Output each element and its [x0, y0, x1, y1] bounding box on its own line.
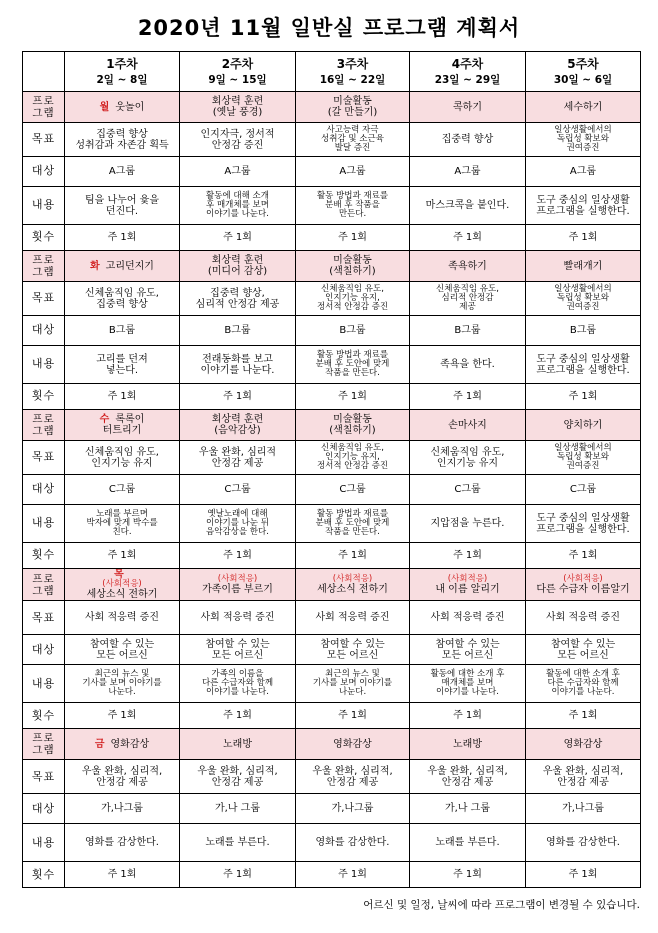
content-cell: 영화를 감상한다. [526, 824, 641, 862]
program-category: (사회적응) [332, 573, 373, 584]
target-cell: 가,나그룹 [65, 794, 180, 824]
content-row [23, 665, 641, 703]
target-cell: 참여할 수 있는 모든 어르신 [296, 635, 410, 665]
program-row-label: 프로 그램 [23, 410, 65, 441]
program-row [23, 92, 641, 123]
count-cell: 주 1회 [296, 543, 410, 569]
weekday-label: 월 [99, 101, 110, 113]
program-name: 영화감상 [563, 738, 603, 750]
program-cell [65, 92, 180, 123]
count-cell: 주 1회 [526, 703, 641, 729]
program-name: 콕하기 [453, 101, 482, 113]
count-row [23, 862, 641, 888]
target-cell: 참여할 수 있는 모든 어르신 [180, 635, 296, 665]
goal-cell: 사회 적응력 증진 [65, 601, 180, 635]
program-cell [410, 569, 526, 601]
content-cell: 도구 중심의 일상생활 프로그램을 실행한다. [526, 505, 641, 543]
goal-row [23, 601, 641, 635]
content-cell: 노래를 부르며 박자에 맞게 박수를 친다. [65, 505, 180, 543]
content-cell: 활동에 대한 소개 후 매개체를 보며 이야기를 나눈다. [410, 665, 526, 703]
program-name: 다른 수급자 이름알기 [536, 583, 630, 595]
content-cell: 노래를 부른다. [180, 824, 296, 862]
program-row-label: 프로 그램 [23, 569, 65, 601]
program-cell [65, 251, 180, 282]
count-cell: 주 1회 [180, 543, 296, 569]
program-category: (사회적응) [447, 573, 488, 584]
content-cell: 족욕을 한다. [410, 346, 526, 384]
count-cell: 주 1회 [65, 225, 180, 251]
content-cell: 영화를 감상한다. [65, 824, 180, 862]
program-cell [526, 410, 641, 441]
count-cell: 주 1회 [65, 862, 180, 888]
content-cell: 활동에 대한 소개 후 다른 수급자와 함께 이야기를 나눈다. [526, 665, 641, 703]
count-cell: 주 1회 [180, 703, 296, 729]
program-cell [410, 92, 526, 123]
target-row-label: 대상 [23, 316, 65, 346]
count-row-label: 횟수 [23, 384, 65, 410]
program-cell [410, 251, 526, 282]
program-category: (사회적응) [102, 579, 142, 589]
goal-cell: 신체움직임 유도, 인지기능 유지, 정서적 안정감 증진 [296, 282, 410, 316]
program-name: 고리던지기 [105, 260, 154, 272]
week-name: 4주차 [451, 57, 484, 72]
goal-cell: 신체움직임 유도, 인지기능 유지 [410, 441, 526, 475]
program-cell [180, 729, 296, 760]
goal-row [23, 282, 641, 316]
week-name: 3주차 [336, 57, 369, 72]
weekday-label: 목 [114, 569, 124, 580]
goal-cell: 사고능력 자극 성취감 및 소근육 발달 증진 [296, 123, 410, 157]
content-row-label: 내용 [23, 346, 65, 384]
count-row-label: 횟수 [23, 543, 65, 569]
target-row [23, 316, 641, 346]
count-row-label: 횟수 [23, 225, 65, 251]
target-cell: A그룹 [65, 157, 180, 187]
goal-cell: 신체움직임 유도, 집중력 향상 [65, 282, 180, 316]
program-name: 회상력 훈련 (미디어 감상) [207, 255, 268, 277]
goal-cell: 우울 완화, 심리적, 안정감 제공 [180, 760, 296, 794]
target-cell: A그룹 [410, 157, 526, 187]
program-name: 빨래개기 [563, 260, 603, 272]
corner-cell [23, 52, 65, 92]
content-row-label: 내용 [23, 187, 65, 225]
target-cell: 가,나 그룹 [410, 794, 526, 824]
goal-cell: 집중력 향상, 심리적 안정감 제공 [180, 282, 296, 316]
program-name: 세상소식 전하기 [317, 583, 388, 595]
content-cell: 활동 방법과 재료를 분배 후 도안에 맞게 작품을 만든다. [296, 346, 410, 384]
program-cell [180, 410, 296, 441]
program-row [23, 251, 641, 282]
content-cell: 가족의 이름을 다른 수급자와 함께 이야기를 나눈다. [180, 665, 296, 703]
target-cell: B그룹 [526, 316, 641, 346]
week-name: 2주차 [221, 57, 254, 72]
goal-cell: 사회 적응력 증진 [180, 601, 296, 635]
target-cell: 가,나 그룹 [180, 794, 296, 824]
content-cell: 활동 방법과 재료를 분배 후 작품을 만든다. [296, 187, 410, 225]
program-category: (사회적응) [217, 573, 258, 584]
program-cell [410, 410, 526, 441]
week-name: 1주차 [106, 57, 138, 72]
goal-cell: 우울 완화, 심리적, 안정감 제공 [65, 760, 180, 794]
program-cell [410, 729, 526, 760]
weekday-label: 화 [90, 260, 100, 272]
content-row-label: 내용 [23, 505, 65, 543]
count-cell: 주 1회 [410, 384, 526, 410]
content-cell: 최근의 뉴스 및 기사를 보며 이야기를 나눈다. [296, 665, 410, 703]
week-header-4 [410, 52, 526, 92]
program-name: 회상력 훈련 (옛날 풍경) [211, 96, 264, 118]
program-cell [180, 569, 296, 601]
content-cell: 고리를 던져 넣는다. [65, 346, 180, 384]
content-cell: 도구 중심의 일상생활 프로그램을 실행한다. [526, 346, 641, 384]
count-row [23, 703, 641, 729]
count-cell: 주 1회 [410, 862, 526, 888]
goal-cell: 일상생활에서의 독립성 확보와 권여증진 [526, 282, 641, 316]
content-cell: 전래동화를 보고 이야기를 나눈다. [180, 346, 296, 384]
goal-row-label: 목표 [23, 282, 65, 316]
target-cell: A그룹 [526, 157, 641, 187]
content-cell: 도구 중심의 일상생활 프로그램을 실행한다. [526, 187, 641, 225]
content-row [23, 505, 641, 543]
program-row [23, 569, 641, 601]
plan-body [23, 92, 641, 888]
goal-cell: 우울 완화, 심리적 안정감 제공 [180, 441, 296, 475]
program-cell [65, 410, 180, 441]
target-row-label: 대상 [23, 157, 65, 187]
goal-row-label: 목표 [23, 760, 65, 794]
content-cell: 옛날노래에 대해 이야기를 나눈 뒤 음악감상을 한다. [180, 505, 296, 543]
count-cell: 주 1회 [410, 543, 526, 569]
content-cell: 최근의 뉴스 및 기사를 보며 이야기를 나눈다. [65, 665, 180, 703]
count-cell: 주 1회 [296, 862, 410, 888]
program-cell [180, 251, 296, 282]
week-name: 5주차 [567, 57, 599, 72]
program-row-label: 프로 그램 [23, 251, 65, 282]
count-cell: 주 1회 [180, 862, 296, 888]
weekday-label: 수 [99, 414, 110, 425]
goal-cell: 신체움직임 유도, 심리적 안정감 제공 [410, 282, 526, 316]
program-cell [526, 569, 641, 601]
program-name: 족욕하기 [448, 260, 487, 272]
program-name: 미술활동 (갈 만들기) [327, 96, 378, 118]
target-cell: 참여할 수 있는 모든 어르신 [526, 635, 641, 665]
week-dates: 9일 ~ 15일 [208, 73, 267, 86]
program-cell [296, 569, 410, 601]
count-cell: 주 1회 [65, 703, 180, 729]
weekday-label: 금 [94, 738, 105, 750]
target-row [23, 794, 641, 824]
program-name: 세상소식 전하기 [86, 589, 158, 601]
program-name: 손마사지 [448, 419, 487, 431]
week-header-2 [180, 52, 296, 92]
goal-row [23, 441, 641, 475]
goal-cell: 우울 완화, 심리적, 안정감 제공 [296, 760, 410, 794]
week-header-row [23, 52, 641, 92]
program-name: 영화감상 [110, 738, 150, 750]
goal-row [23, 760, 641, 794]
count-cell: 주 1회 [410, 225, 526, 251]
program-name: 록록이 터트리기 [102, 414, 145, 436]
content-row [23, 346, 641, 384]
count-cell: 주 1회 [526, 862, 641, 888]
week-dates: 30일 ~ 6일 [553, 73, 613, 86]
target-cell: 가,나그룹 [526, 794, 641, 824]
target-row-label: 대상 [23, 635, 65, 665]
target-cell: B그룹 [296, 316, 410, 346]
content-row-label: 내용 [23, 665, 65, 703]
target-cell: 참여할 수 있는 모든 어르신 [65, 635, 180, 665]
count-cell: 주 1회 [296, 225, 410, 251]
program-row [23, 729, 641, 760]
footer-note: 어르신 및 일정, 날씨에 따라 프로그램이 변경될 수 있습니다. [363, 899, 640, 911]
goal-cell: 집중력 향상 성취감과 자존감 획득 [65, 123, 180, 157]
program-cell [296, 410, 410, 441]
program-row [23, 410, 641, 441]
week-header-1 [65, 52, 180, 92]
goal-cell: 집중력 향상 [410, 123, 526, 157]
target-cell: 참여할 수 있는 모든 어르신 [410, 635, 526, 665]
target-cell: A그룹 [180, 157, 296, 187]
goal-cell: 일상생활에서의 독립성 확보와 권여증진 [526, 441, 641, 475]
count-cell: 주 1회 [296, 384, 410, 410]
target-cell: C그룹 [65, 475, 180, 505]
content-cell: 활동 방법과 재료를 분배 후 도안에 맞게 작품을 만든다. [296, 505, 410, 543]
program-cell [526, 92, 641, 123]
goal-cell: 인지자극, 정서적 안정감 증진 [180, 123, 296, 157]
target-row-label: 대상 [23, 794, 65, 824]
goal-row-label: 목표 [23, 601, 65, 635]
target-cell: C그룹 [526, 475, 641, 505]
target-cell: 가,나그룹 [296, 794, 410, 824]
program-cell [296, 92, 410, 123]
program-row-label: 프로 그램 [23, 729, 65, 760]
program-cell [180, 92, 296, 123]
count-row [23, 384, 641, 410]
program-name: 회상력 훈련 (음악감상) [211, 414, 264, 436]
goal-cell: 일상생활에서의 독립성 확보와 권여증진 [526, 123, 641, 157]
program-plan-table [22, 51, 641, 888]
program-name: 노래방 [223, 738, 252, 750]
goal-cell: 신체움직임 유도, 인지기능 유지, 정서적 안정감 증진 [296, 441, 410, 475]
week-dates: 2일 ~ 8일 [96, 73, 148, 86]
program-cell [526, 729, 641, 760]
target-row-label: 대상 [23, 475, 65, 505]
goal-row-label: 목표 [23, 123, 65, 157]
goal-cell: 사회 적응력 증진 [526, 601, 641, 635]
count-cell: 주 1회 [296, 703, 410, 729]
content-cell: 팀을 나누어 윷을 던진다. [65, 187, 180, 225]
count-cell: 주 1회 [526, 543, 641, 569]
count-row-label: 횟수 [23, 862, 65, 888]
program-name: 미술활동 (색칠하기) [329, 255, 376, 277]
week-dates: 23일 ~ 29일 [434, 73, 501, 86]
program-name: 웃놀이 [115, 101, 145, 113]
program-name: 노래방 [453, 738, 482, 750]
target-cell: B그룹 [65, 316, 180, 346]
week-header-3 [296, 52, 410, 92]
program-cell [65, 729, 180, 760]
program-cell [65, 569, 180, 601]
content-row [23, 824, 641, 862]
count-row [23, 543, 641, 569]
target-cell: C그룹 [410, 475, 526, 505]
target-cell: A그룹 [296, 157, 410, 187]
target-cell: B그룹 [180, 316, 296, 346]
count-cell: 주 1회 [526, 384, 641, 410]
week-header-5 [526, 52, 641, 92]
target-row [23, 157, 641, 187]
program-name: 세수하기 [563, 101, 603, 113]
content-cell: 영화를 감상한다. [296, 824, 410, 862]
week-dates: 16일 ~ 22일 [319, 73, 386, 86]
program-cell [296, 729, 410, 760]
content-row-label: 내용 [23, 824, 65, 862]
count-cell: 주 1회 [65, 543, 180, 569]
goal-cell: 사회 적응력 증진 [296, 601, 410, 635]
program-name: 내 이름 알리기 [435, 583, 500, 595]
program-name: 영화감상 [333, 738, 372, 750]
goal-cell: 우울 완화, 심리적, 안정감 제공 [410, 760, 526, 794]
target-row [23, 635, 641, 665]
content-row [23, 187, 641, 225]
goal-cell: 우울 완화, 심리적, 안정감 제공 [526, 760, 641, 794]
target-cell: C그룹 [180, 475, 296, 505]
target-cell: B그룹 [410, 316, 526, 346]
program-cell [296, 251, 410, 282]
program-row-label: 프로 그램 [23, 92, 65, 123]
goal-cell: 사회 적응력 증진 [410, 601, 526, 635]
content-cell: 지압점을 누른다. [410, 505, 526, 543]
count-cell: 주 1회 [410, 703, 526, 729]
content-cell: 노래를 부른다. [410, 824, 526, 862]
count-cell: 주 1회 [526, 225, 641, 251]
program-name: 양치하기 [563, 419, 603, 431]
program-name: 가족이름 부르기 [202, 583, 273, 595]
count-cell: 주 1회 [65, 384, 180, 410]
program-category: (사회적응) [563, 573, 603, 584]
content-cell: 활동에 대해 소개 후 매개체를 보며 이야기를 나눈다. [180, 187, 296, 225]
count-row-label: 횟수 [23, 703, 65, 729]
goal-row [23, 123, 641, 157]
content-cell: 마스크콕을 붙인다. [410, 187, 526, 225]
count-cell: 주 1회 [180, 384, 296, 410]
target-row [23, 475, 641, 505]
count-row [23, 225, 641, 251]
page-title: 2020년 11월 일반실 프로그램 계획서 [137, 16, 521, 40]
goal-cell: 신체움직임 유도, 인지기능 유지 [65, 441, 180, 475]
count-cell: 주 1회 [180, 225, 296, 251]
program-name: 미술활동 (색칠하기) [329, 414, 376, 436]
goal-row-label: 목표 [23, 441, 65, 475]
program-cell [526, 251, 641, 282]
target-cell: C그룹 [296, 475, 410, 505]
